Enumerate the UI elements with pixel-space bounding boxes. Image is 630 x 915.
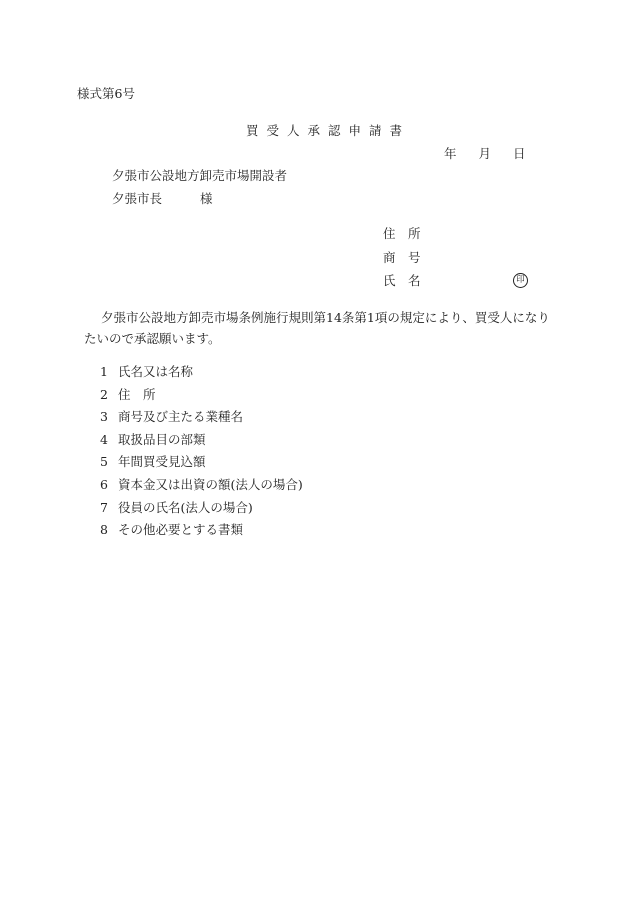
item-number: 2 <box>100 386 108 402</box>
applicant-trade-name-row <box>383 250 421 266</box>
application-statement: 夕張市公設地方卸売市場条例施行規則第14条第1項の規定により、買受人になりたいので承認願います。 <box>84 310 550 346</box>
item-text: 商号及び主たる業種名 <box>118 409 244 425</box>
item-number: 8 <box>100 522 108 538</box>
item-text: 資本金又は出資の額(法人の場合) <box>118 476 303 492</box>
required-items-list <box>100 364 303 545</box>
applicant-trade-name-label: 商 号 <box>383 250 421 265</box>
item-text: 年間買受見込額 <box>118 454 206 470</box>
list-item <box>100 364 303 387</box>
list-item <box>100 522 303 545</box>
item-text: 役員の氏名(法人の場合) <box>118 499 253 515</box>
applicant-name-row <box>383 273 421 289</box>
applicant-address-label: 住 所 <box>383 226 421 241</box>
date-year: 年 <box>444 146 457 161</box>
item-number: 7 <box>100 499 108 515</box>
date-month: 月 <box>478 146 492 161</box>
addressee-title: 夕張市長 <box>112 191 163 206</box>
addressee-honorific: 様 <box>200 191 213 206</box>
list-item <box>100 500 303 523</box>
item-text: 取扱品目の部類 <box>118 431 206 447</box>
list-item <box>100 477 303 500</box>
item-number: 4 <box>100 431 108 447</box>
item-text: その他必要とする書類 <box>118 522 244 538</box>
applicant-name-label: 氏 名 <box>383 273 421 288</box>
item-number: 3 <box>100 409 108 425</box>
date-day: 日 <box>513 146 526 161</box>
item-text: 住 所 <box>118 386 156 402</box>
seal-icon: 印 <box>513 273 528 288</box>
item-number: 6 <box>100 476 108 492</box>
date-line <box>444 146 526 162</box>
list-item <box>100 387 303 410</box>
item-text: 氏名又は名称 <box>118 364 194 379</box>
item-number: 5 <box>100 454 108 470</box>
item-number: 1 <box>100 364 108 379</box>
list-item <box>100 454 303 477</box>
applicant-address-row <box>383 226 421 242</box>
list-item <box>100 409 303 432</box>
list-item <box>100 432 303 455</box>
addressee-mayor <box>112 191 213 207</box>
form-number: 様式第6号 <box>77 86 135 101</box>
addressee-organization: 夕張市公設地方卸売市場開設者 <box>112 168 288 183</box>
document-title: 買受人承認申請書 <box>246 123 411 138</box>
